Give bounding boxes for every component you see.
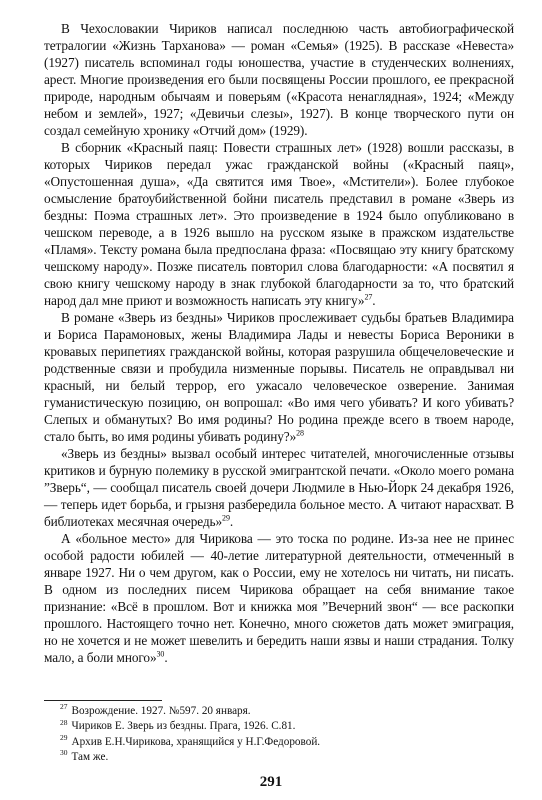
footnote-30: $^{30}$ Там же. — [60, 748, 109, 763]
paragraph-5: А «больное место» для Чирикова — это тоска по родине. Из-за нее не принес особой радости юбилей — 40-летие литературной деятельности, отмеченный в январе 1927. Ни о чем другом, как о России, ему не хотелось ни читать, ни писать. В одном из последних писем Чирикова обращает на себя внимание такое признание: «Всё в прошлом. Вот и книжка моя ”Вечерний звон“ — все раскопки прошлого. Настоящего точно нет. Конечно, много сюжетов дать может эмиграция, но не хочется и не может шевелить и бередить наши язвы и наши страдания. Толку мало, а боли много»$^{30}$. — [44, 531, 514, 665]
main-text — [44, 20, 514, 666]
footnotes — [60, 704, 500, 765]
footnote-divider — [44, 700, 162, 701]
paragraph-1: В Чехословакии Чириков написал последнюю часть автобиографической тетралогии «Жизнь Тарханова» — роман «Семья» (1925). В рассказе «Невеста» (1927) писатель вспоминал годы юношества, участие в студенческих волнениях, арест. Многие произведения его были посвящены России прошлого, ее прекрасной природе, народным обычаям и поверьям («Красота ненаглядная», 1924; «Между небом и землей», 1927; «Девичьи слезы», 1927). В конце творческого пути он создал семейную хронику «Отчий дом» (1929). — [44, 21, 514, 138]
paragraph-4: «Зверь из бездны» вызвал особый интерес читателей, многочисленные отзывы критиков и бурную полемику в русской эмигрантской печати. «Около моего романа ”Зверь“, — сообщал писатель своей дочери Людмиле в Нью-Йорк 24 декабря 1926, — теперь идет борьба, и грызня разбередила больное место. А читают нарасхват. В библиотеках месячная очередь»$^{29}$. — [44, 446, 514, 529]
footnote-ref-29[interactable]: 29 — [222, 513, 230, 523]
footnote-27: $^{27}$ Возрождение. 1927. №597. 20 января. — [60, 702, 251, 717]
footnote-28: $^{28}$ Чириков Е. Зверь из бездны. Прага, 1926. С.81. — [60, 717, 296, 733]
footnote-29: $^{29}$ Архив Е.Н.Чирикова, хранящийся у Н.Г.Федоровой. — [60, 732, 321, 748]
page-number: 291 — [259, 774, 283, 790]
footnote-ref-30[interactable]: 30 — [156, 649, 165, 659]
footnote-ref-27[interactable]: 27 — [364, 292, 373, 302]
paragraph-2: В сборник «Красный паяц: Повести страшных лет» (1928) вошли рассказы, в которых Чириков передал ужас гражданской войны («Красный паяц», «Опустошенная душа», «Да святится имя Твое», «Мстители»). Более глубокое осмысление братоубийственной бойни писатель представил в романе «Зверь из бездны: Поэма страшных лет». Это произведение в 1924 было опубликовано в чешском переводе, а в 1926 вышло на русском языке в пражском издательстве «Пламя». Тексту романа была предпослана фраза: «Посвящаю эту книгу братскому чешскому народу». Позже писатель повторил слова благодарности: «А посвятил я свою книгу чешскому народу в знак глубокой благодарности за то, что братский народ дал мне приют и возможность написать эту книгу»$^{27}$. — [44, 140, 514, 308]
paragraph-3: В романе «Зверь из бездны» Чириков прослеживает судьбы братьев Владимира и Бориса Парамоновых, жены Владимира Лады и невесты Бориса Вероники в кровавых перипетиях гражданской войны, которая разрушила общечеловеческие и родственные связи и пробудила низменные порывы. Писатель не оправдывал ни красный, ни белый террор, его ужасало человеческое озверение. Занимая гуманистическую позицию, он вопрошал: «Во имя чего убивать? И кого убивать? Слепых и обманутых? Во имя родины? Но родина прежде всего в твоем народе, стало быть, во имя родины убивать родину?»$^{28}$ — [44, 310, 514, 444]
footnote-ref-28[interactable]: 28 — [296, 428, 304, 438]
